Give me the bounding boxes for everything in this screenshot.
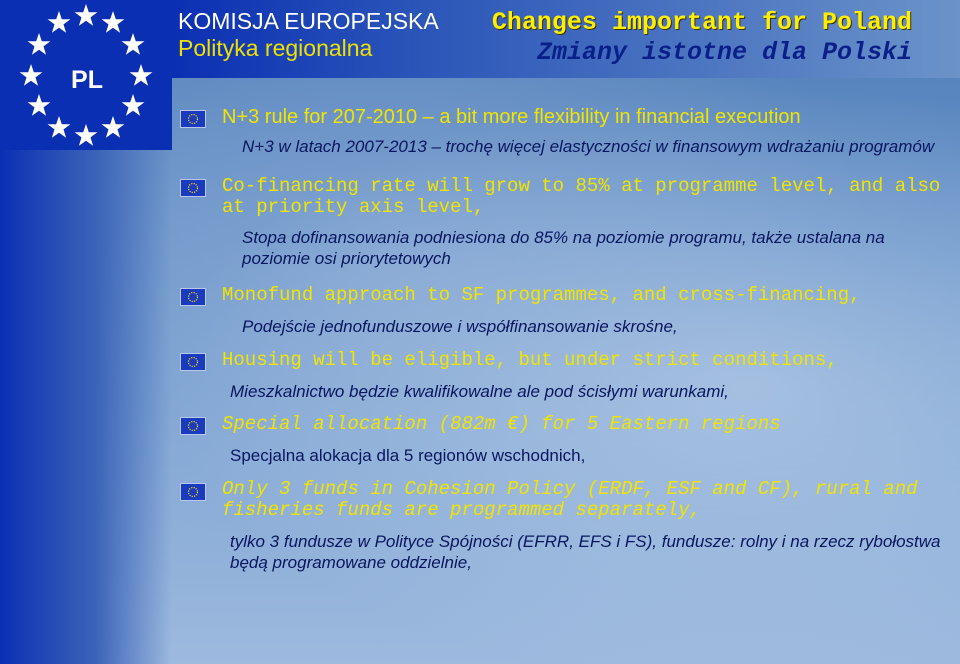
list-item bbox=[178, 350, 948, 402]
org-header bbox=[178, 8, 439, 62]
item-text-pl: Stopa dofinansowania podniesiona do 85% na poziomie programu, także ustalana na poziomie osi priorytetowych bbox=[242, 228, 885, 268]
list-item bbox=[178, 176, 948, 269]
item-text-en: Only 3 funds in Cohesion Policy (ERDF, ESF and CF), rural and fisheries funds are programmed separately, bbox=[222, 478, 918, 521]
bullet-list bbox=[178, 106, 948, 573]
item-text-pl: Mieszkalnictwo będzie kwalifikowalne ale pod ścisłymi warunkami, bbox=[230, 382, 729, 401]
item-text-pl: Podejście jednofunduszowe i współfinansowanie skrośne, bbox=[242, 317, 678, 336]
slide-subtitle: Zmiany istotne dla Polski bbox=[536, 38, 912, 67]
slide-title-block bbox=[492, 8, 912, 68]
eu-flag-icon bbox=[180, 288, 206, 306]
eu-flag-icon bbox=[180, 417, 206, 435]
list-item bbox=[178, 285, 948, 337]
item-text-en: Housing will be eligible, but under strict conditions, bbox=[222, 349, 838, 371]
item-text-pl: tylko 3 fundusze w Polityce Spójności (EFRR, EFS i FS), fundusze: rolny i na rzecz rybołostwa będą programowane oddzielnie, bbox=[230, 532, 941, 572]
slide-title: Changes important for Poland bbox=[491, 8, 912, 37]
item-text-pl: N+3 w latach 2007-2013 – trochę więcej elastyczności w finansowym wdrażaniu programów bbox=[242, 137, 935, 156]
eu-flag-icon bbox=[180, 110, 206, 128]
org-title: KOMISJA EUROPEJSKA bbox=[178, 8, 439, 34]
item-text-pl: Specjalna alokacja dla 5 regionów wschodnich, bbox=[230, 446, 586, 465]
list-item bbox=[178, 106, 948, 157]
side-band bbox=[0, 150, 172, 664]
item-text-en: Special allocation (882m €) for 5 Eastern regions bbox=[222, 413, 781, 435]
list-item bbox=[178, 479, 948, 573]
country-badge: PL bbox=[71, 66, 103, 94]
list-item bbox=[178, 414, 948, 466]
item-text-en: Co-financing rate will grow to 85% at programme level, and also at priority axis level, bbox=[222, 175, 941, 218]
eu-flag-icon bbox=[180, 179, 206, 197]
eu-emblem bbox=[0, 0, 172, 150]
org-subtitle: Polityka regionalna bbox=[178, 35, 373, 61]
eu-flag-icon bbox=[180, 483, 206, 501]
eu-flag-icon bbox=[180, 353, 206, 371]
item-text-en: Monofund approach to SF programmes, and cross-financing, bbox=[222, 284, 861, 306]
item-text-en: N+3 rule for 207-2010 – a bit more flexibility in financial execution bbox=[222, 106, 801, 128]
